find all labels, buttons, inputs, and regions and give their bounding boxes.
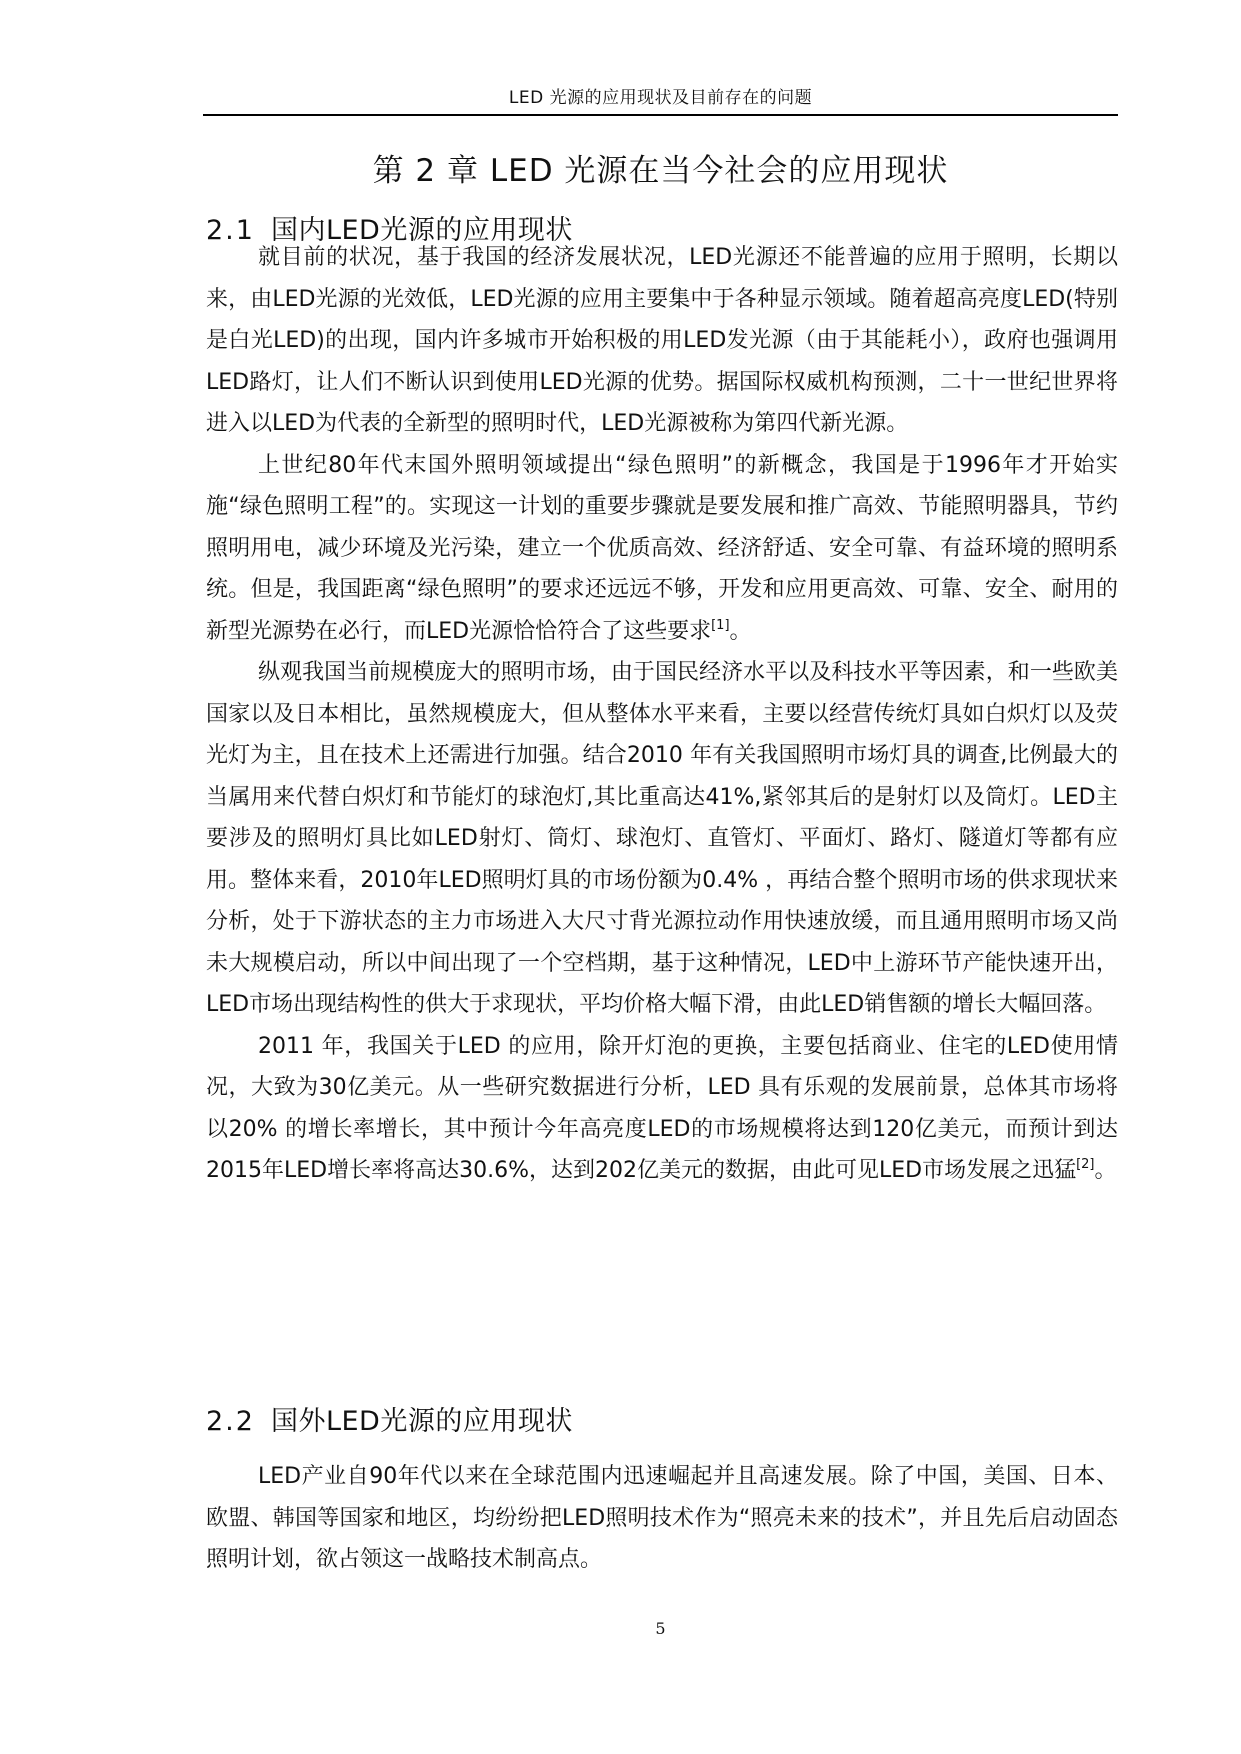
section-title: 国内LED光源的应用现状 [270,215,573,246]
section-number: 2.2 [206,1406,255,1437]
paragraph-end: 。 [729,618,752,644]
chapter-title: 第 2 章 LED 光源在当今社会的应用现状 [372,153,949,189]
paragraph-text: 上世纪80年代末国外照明领域提出“绿色照明”的新概念，我国是于1996年才开始实施“绿色照明工程”的。实现这一计划的重要步骤就是要发展和推广高效、节能照明器具，节约照明用电，减少环境及光污染，建立一个优质高效、经济舒适、安全可靠、有益环境的照明系统。但是，我国距离“绿色照明”的要求还远远不够，开发和应用更高效、可靠、安全、耐用的新型光源势在必行，而LED光源恰恰符合了这些要求 [206,452,1118,644]
paragraph [206,445,1118,653]
header-rule [203,114,1118,116]
section-2-1-body [206,237,1118,1192]
paragraph-text: 纵观我国当前规模庞大的照明市场，由于国民经济水平以及科技水平等因素，和一些欧美国家以及日本相比，虽然规模庞大，但从整体水平来看，主要以经营传统灯具如白炽灯以及荧光灯为主，且在技术上还需进行加强。结合2010 年有关我国照明市场灯具的调查,比例最大的当属用来代替白炽灯和节能灯的球泡灯,其比重高达41%,紧邻其后的是射灯以及筒灯。LED主要涉及的照明灯具比如LED射灯、筒灯、球泡灯、直管灯、平面灯、路灯、隧道灯等都有应用。整体来看，2010年LED照明灯具的市场份额为0.4% ，再结合整个照明市场的供求现状来分析，处于下游状态的主力市场进入大尺寸背光源拉动作用快速放缓，而且通用照明市场又尚未大规模启动，所以中间出现了一个空档期，基于这种情况，LED中上游环节产能快速开出，LED市场出现结构性的供大于求现状，平均价格大幅下滑，由此LED销售额的增长大幅回落。 [206,660,1118,1017]
paragraph-text: LED产业自90年代以来在全球范围内迅速崛起并且高速发展。除了中国，美国、日本、欧盟、韩国等国家和地区，均纷纷把LED照明技术作为“照亮未来的技术”，并且先后启动固态照明计划，欲占领这一战略技术制高点。 [206,1464,1118,1572]
section-number: 2.1 [206,215,255,246]
section-2-2-body [206,1456,1118,1581]
paragraph [206,237,1118,445]
paragraph [206,1456,1118,1581]
citation-marker: [2] [1076,1157,1095,1172]
section-title: 国外LED光源的应用现状 [270,1406,573,1437]
paragraph [206,652,1118,1026]
paragraph-text: 2011 年，我国关于LED 的应用，除开灯泡的更换，主要包括商业、住宅的LED使用情况，大致为30亿美元。从一些研究数据进行分析，LED 具有乐观的发展前景，总体其市场将以20% 的增长率增长，其中预计今年高亮度LED的市场规模将达到120亿美元，而预计到达2015年LED增长率将高达30.6%，达到202亿美元的数据，由此可见LED市场发展之迅猛 [206,1033,1118,1183]
paragraph-end: 。 [1094,1158,1117,1183]
citation-marker: [1] [711,617,730,633]
running-header: LED 光源的应用现状及目前存在的问题 [508,88,813,108]
page-number: 5 [655,1619,666,1638]
paragraph-text: 就目前的状况，基于我国的经济发展状况，LED光源还不能普遍的应用于照明，长期以来，由LED光源的光效低，LED光源的应用主要集中于各种显示领域。随着超高亮度LED(特别是白光LED)的出现，国内许多城市开始积极的用LED发光源（由于其能耗小），政府也强调用LED路灯，让人们不断认识到使用LED光源的优势。据国际权威机构预测，二十一世纪世界将进入以LED为代表的全新型的照明时代，LED光源被称为第四代新光源。 [206,245,1118,436]
paragraph [206,1026,1118,1192]
section-heading-2-2 [206,1404,573,1440]
